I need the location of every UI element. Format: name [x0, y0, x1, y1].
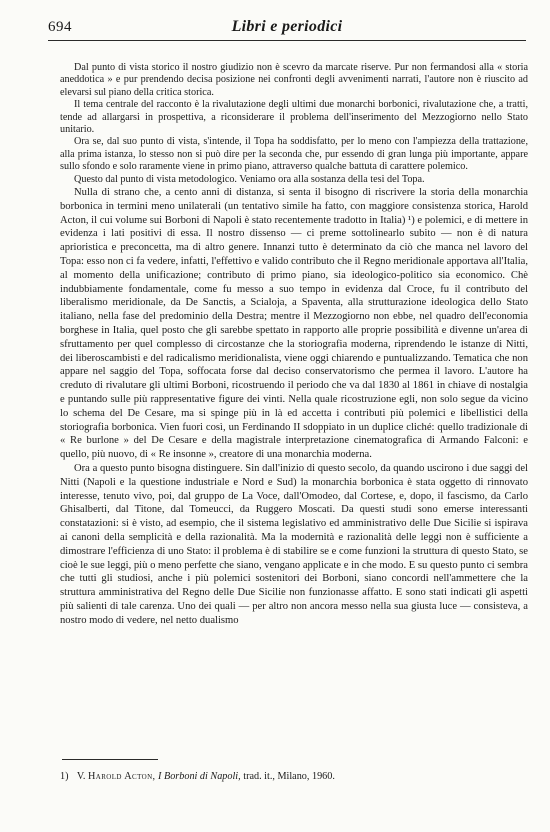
footnote-title: I Borboni di Napoli, — [158, 771, 241, 782]
running-header — [48, 17, 526, 39]
paragraph: Nulla di strano che, a cento anni di distanza, si senta il bisogno di riscrivere la storia della monarchia borbonica in termini meno unilaterali (un tentativo simile ha fatto, con maggiore consistenza storica, Harold Acton, il cui volume sui Borboni di Napoli è stato recentemente tradotto in Italia) ¹) e polemici, e di mettere in evidenza i lati positivi di essa. Il nostro dissenso — ci preme sottolinearlo subito — non è di natura aprioristica e preconcetta, ma di altro genere. Innanzi tutto è determinato da ciò che manca nel lavoro del Topa: esso non ci fa vedere, infatti, l'effettivo e valido contributo che il Regno meridionale apportava all'Italia, al momento della unificazione; contributo di primo piano, sia ideologico-politico sia economico. Chè indubbiamente fondamentale, come fu messo a suo tempo in evidenza dal Croce, fu il contributo del liberalismo meridionale, da De Sanctis, a Scialoja, a Spaventa, alla strutturazione ideologica dello Stato italiano, nella fase del predominio della Destra; mentre il Mezzogiorno non ebbe, nel quadro dell'economia borghese in Italia, quel posto che gli sarebbe spettato in rapporto alle proprie possibilità e divenne un'area di sfruttamento per quel complesso di circostanze che la storiografia moderna, riprendendo le istanze di Nitti, dei liberoscambisti e del radicalismo meridionalista, viene oggi chiarendo e puntualizzando. Tematica che non appare nel saggio del Topa, soffocata forse dal deciso conservatorismo che permea il lavoro. L'autore ha creduto di rivalutare gli ultimi Borboni, ricostruendo il periodo che va dal 1830 al 1861 in chiave di nostalgia e puntando sulle più rappresentative figure dei vinti. Nella quale ricostruzione egli, non solo segue da vicino lo schema del De Cesare, ma si spinge più in là ed accetta i contributi più polemici e libellistici della storiografia borbonica. Vien fuori così, un Ferdinando II sdoppiato in un duplice cliché: quello tradizionale di « Re burlone » del De Cesare e della magistrale interpretazione cinematografica di Armando Falconi: e quello, più nuovo, di « Re insonne », creatore di una monarchia moderna. — [60, 187, 528, 461]
paragraph: Questo dal punto di vista metodologico. Veniamo ora alla sostanza della tesi del Topa. — [74, 173, 425, 185]
header-rule — [48, 40, 526, 41]
paragraph: Ora a questo punto bisogna distinguere. Sin dall'inizio di questo secolo, da quando uscirono i due saggi del Nitti (Napoli e la questione industriale e Nord e Sud) la monarchia borbonica è stata oggetto di rinnovato interesse, tenuto vivo, poi, dal gruppo de La Voce, dall'Omodeo, dal Cortese, e, dopo, il fascismo, da Carlo Ghisalberti, dal Titone, dal Tomeucci, da Ruggero Moscati. Da questi studi sono emerse interessanti constatazioni: si è visto, ad esempio, che il sistema legislativo ed amministrativo delle Due Sicilie si ispirava ai canoni della semplicità e della razionalità. Ma la modernità e razionalità delle leggi non è sufficiente a dimostrare l'efficienza di uno Stato: il problema è di stabilire se e come funzioni la struttura di questo Stato, se cioè le sue leggi, più o meno perfette che siano, vengano applicate e in che modo. E su questo punto ci sembra che tutti gli studiosi, anche i più polemici sostenitori dei Borboni, siano concordi nell'ammettere che la struttura amministrativa del Regno delle Due Sicilie non funzionasse affatto. E sono stati indicati gli aspetti più salienti di tale carenza. Uno dei quali — per altro non ancora messo nella sua giusta luce — consisteva, a nostro modo di vedere, nel netto dualismo — [60, 463, 528, 626]
page-number: 694 — [48, 19, 72, 35]
footnote-rule — [62, 759, 158, 760]
body-text — [60, 62, 528, 628]
footnote-author: Harold Acton, — [88, 771, 156, 782]
footnote-prefix: V. — [76, 771, 86, 782]
paragraph: Ora se, dal suo punto di vista, s'intende, il Topa ha soddisfatto, per lo meno con l'ampiezza della trattazione, alla prima istanza, lo stesso non si può dire per la seconda che, pur essendo di gran lunga più importante, appare sullo sfondo e solo raramente viene in primo piano, attraverso qualche battuta di carattere polemico. — [60, 136, 528, 173]
paragraph: Dal punto di vista storico il nostro giudizio non è scevro da marcate riserve. Pur non fermandosi alla « storia aneddotica » e pur prendendo decisa posizione nei confronti degli avvenimenti narrati, l'autore non è riuscito ad elevarsi sul piano della critica storica. — [60, 62, 528, 98]
footnote — [60, 771, 528, 783]
footnote-marker: 1) — [60, 771, 69, 782]
running-title: Libri e periodici — [231, 18, 343, 35]
paragraph: Il tema centrale del racconto è la rivalutazione degli ultimi due monarchi borbonici, rivalutazione che, a tratti, tende ad allargarsi in prospettiva, a riconsiderare il problema dell'inserimento del Mezzogiorno nello Stato unitario. — [60, 99, 528, 136]
footnote-rest: trad. it., Milano, 1960. — [243, 771, 335, 782]
